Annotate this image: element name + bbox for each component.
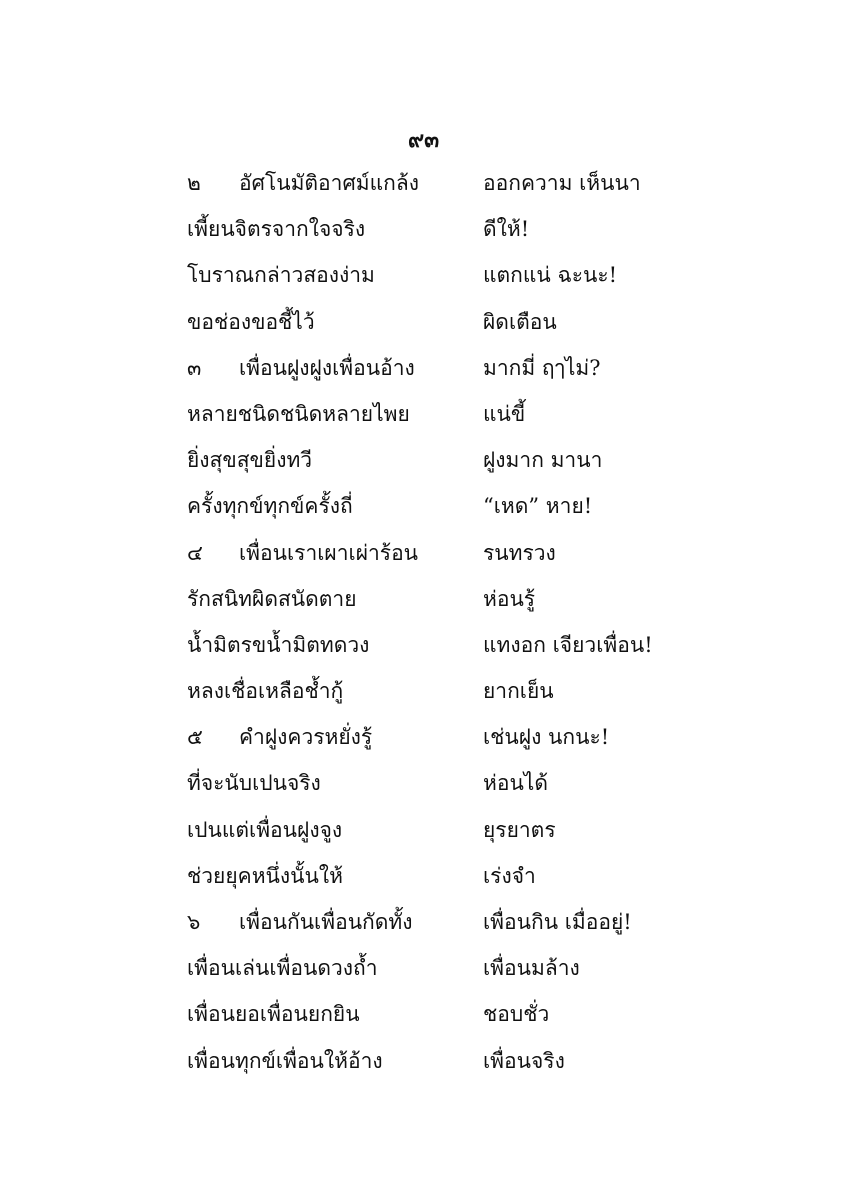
right-verse: ผิดเตือน [483, 309, 557, 334]
poem-line [187, 945, 687, 991]
right-verse: ห่อนได้ [483, 771, 549, 796]
poem-line [187, 807, 687, 853]
line-left-text [187, 160, 419, 206]
line-left-text [187, 437, 312, 483]
poem-line [187, 899, 687, 945]
left-verse: เพี้ยนจิตรจากใจจริง [187, 217, 366, 242]
right-verse: ห่อนรู้ [483, 586, 536, 611]
left-verse: เพื่อนทุกข์เพื่อนให้อ้าง [187, 1048, 383, 1073]
poem-line [187, 760, 687, 806]
poem-line [187, 391, 687, 437]
left-verse: เพื่อนเล่นเพื่อนดวงถ้ำ [187, 956, 378, 981]
line-left-text [187, 252, 375, 298]
right-verse: เพื่อนจริง [483, 1048, 565, 1073]
line-left-text [187, 576, 357, 622]
left-verse: โบราณกล่าวสองง่าม [187, 263, 375, 288]
poem-line [187, 714, 687, 760]
poem-line [187, 668, 687, 714]
right-verse: แน่ขี้ [483, 401, 526, 426]
poem-line [187, 299, 687, 345]
line-left-text [187, 483, 353, 529]
page-number: ๙๓ [408, 127, 440, 153]
left-verse: อัศโนมัติอาศม์แกล้ง [239, 171, 420, 195]
left-verse: ช่วยยุคหนึ่งนั้นให้ [187, 863, 343, 888]
left-verse: ยิ่งสุขสุขยิ่งทวี [187, 448, 313, 473]
left-verse: หลายชนิดชนิดหลายไพย [187, 401, 410, 426]
left-verse: หลงเชื่อเหลือช้ำกู้ [187, 679, 344, 704]
right-verse: เพื่อนกิน เมื่ออยู่! [483, 910, 632, 934]
line-left-text [187, 622, 369, 668]
poem-body [187, 160, 687, 1084]
stanza-number: ๖ [187, 910, 201, 934]
right-verse: รนทรวง [483, 540, 556, 565]
left-verse: เพื่อนเราเผาเผ่าร้อน [239, 540, 419, 565]
left-verse: คำฝูงควรหยั่งรู้ [239, 725, 373, 750]
line-left-text [187, 760, 321, 806]
line-left-text [187, 391, 410, 437]
right-verse: ชอบชั่ว [483, 1002, 550, 1027]
line-left-text [187, 1038, 383, 1084]
left-verse: ครั้งทุกข์ทุกข์ครั้งถี่ [187, 494, 353, 519]
line-left-text [187, 530, 418, 576]
poem-line [187, 530, 687, 576]
left-verse: เพื่อนยอเพื่อนยกยิน [187, 1002, 360, 1027]
right-verse: ดีให้! [483, 217, 530, 242]
line-left-text [187, 206, 365, 252]
right-verse: เร่งจำ [483, 863, 536, 888]
poem-line [187, 437, 687, 483]
left-verse: รักสนิทผิดสนัดตาย [187, 586, 357, 611]
right-verse: ฝูงมาก มานา [483, 448, 603, 473]
left-verse: ที่จะนับเปนจริง [187, 771, 321, 796]
poem-line [187, 345, 687, 391]
poem-line [187, 1038, 687, 1084]
left-verse: ขอช่องขอชี้ไว้ [187, 309, 315, 334]
poem-line [187, 206, 687, 252]
left-verse: เพื่อนกันเพื่อนกัดทั้ง [239, 910, 413, 934]
line-left-text [187, 945, 378, 991]
poem-line [187, 853, 687, 899]
stanza-number: ๕ [187, 725, 203, 750]
line-left-text [187, 714, 372, 760]
poem-line [187, 252, 687, 298]
poem-line [187, 483, 687, 529]
stanza-number: ๔ [187, 540, 203, 565]
right-verse: เพื่อนมล้าง [483, 956, 580, 981]
right-verse: เช่นฝูง นกนะ! [483, 725, 610, 750]
poem-line [187, 622, 687, 668]
right-verse: แทงอก เจียวเพื่อน! [483, 632, 653, 657]
stanza-number: ๓ [187, 355, 202, 380]
left-verse: น้ำมิตรขน้ำมิตทดวง [187, 632, 370, 657]
right-verse: “เหด” หาย! [483, 494, 593, 519]
left-verse: เปนแต่เพื่อนฝูงจูง [187, 817, 343, 842]
right-verse: ยากเย็น [483, 679, 554, 704]
line-left-text [187, 668, 343, 714]
right-verse: ยุรยาตร [483, 817, 556, 842]
left-verse: เพื่อนฝูงฝูงเพื่อนอ้าง [239, 355, 415, 380]
line-left-text [187, 853, 343, 899]
stanza-number: ๒ [187, 171, 201, 195]
line-left-text [187, 899, 413, 945]
line-left-text [187, 807, 342, 853]
right-verse: มากมี่ ฤๅไม่? [483, 355, 601, 380]
right-verse: แตกแน่ ฉะนะ! [483, 263, 618, 288]
line-left-text [187, 991, 360, 1037]
poem-line [187, 576, 687, 622]
right-verse: ออกความ เห็นนา [483, 171, 641, 195]
line-left-text [187, 299, 315, 345]
poem-line [187, 991, 687, 1037]
poem-line [187, 160, 687, 206]
line-left-text [187, 345, 415, 391]
